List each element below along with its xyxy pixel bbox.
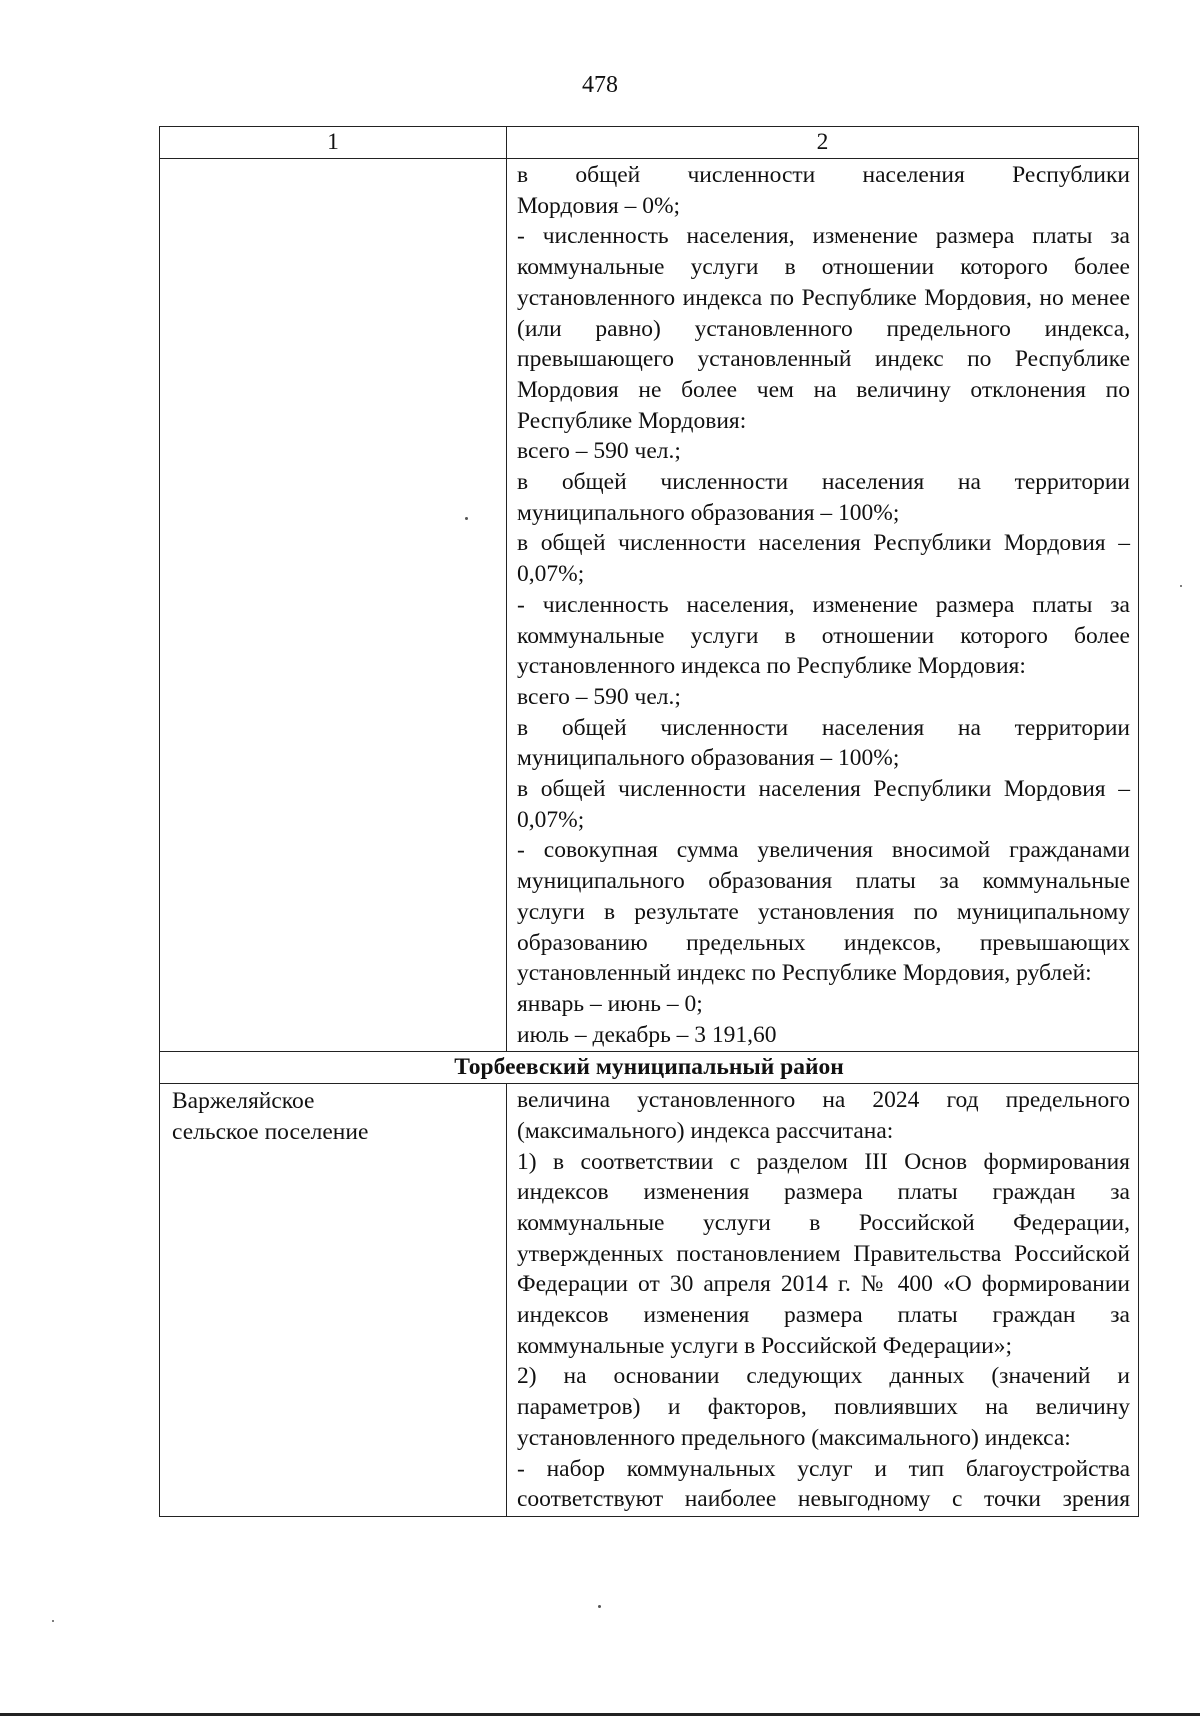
scan-speck (1180, 585, 1182, 587)
row1-col1 (160, 159, 507, 1052)
scan-speck (465, 517, 468, 520)
paragraph: - совокупная сумма увеличения вносимой гражданами муниципального образования платы за коммунальные услуги в результате установления по муниципальному образованию предельных индексов, превышающих установленный индекс по Республике Мордовия, рублей: (517, 837, 1130, 987)
section-row (160, 1052, 1139, 1084)
table-row (160, 159, 1139, 1052)
page-number: 478 (582, 72, 618, 98)
scan-speck (598, 1605, 601, 1608)
paragraph: всего – 590 чел.; (517, 683, 681, 710)
settlement-name-line1: Варжеляйское (172, 1088, 315, 1115)
row2-col1 (160, 1084, 507, 1517)
table-row (160, 1084, 1139, 1517)
paragraph: - численность населения, изменение размера платы за коммунальные услуги в отношении которого более установленного индекса по Республике Мордовия, но менее (или равно) установленного предельного индекса, превышающего установленный индекс по Республике Мордовия не более чем на величину отклонения по Республике Мордовия: (517, 223, 1130, 434)
header-col2: 2 (507, 127, 1139, 159)
paragraph: июль – декабрь – 3 191,60 (517, 1021, 777, 1048)
paragraph: в общей численности населения Республики (517, 162, 1130, 188)
section-title: Торбеевский муниципальный район (160, 1052, 1139, 1084)
paragraph: в общей численности населения на территории муниципального образования – 100%; (517, 714, 1130, 772)
paragraph: - набор коммунальных услуг и тип благоустройства соответствуют наиболее невыгодному с точки зрения (517, 1455, 1130, 1513)
paragraph: Мордовия – 0%; (517, 192, 681, 219)
settlement-name-line2: сельское поселение (172, 1118, 369, 1145)
row1-col2 (507, 159, 1139, 1052)
paragraph: 2) на основании следующих данных (значений и параметров) и факторов, повлиявших на величину установленного предельного (максимального) индекса: (517, 1363, 1130, 1451)
paragraph: 1) в соответствии с разделом III Основ формирования индексов изменения размера платы граждан за коммунальные услуги в Российской Федерации, утвержденных постановлением Правительства Российской Федерации от 30 апреля 2014 г. № 400 «О формировании индексов изменения размера платы граждан за коммунальные услуги в Российской Федерации»; (517, 1148, 1130, 1359)
document-table (159, 126, 1139, 1517)
paragraph: январь – июнь – 0; (517, 990, 703, 1017)
paragraph: всего – 590 чел.; (517, 438, 681, 465)
row2-col2 (507, 1084, 1139, 1517)
scan-speck (52, 1620, 54, 1622)
paragraph: - численность населения, изменение размера платы за коммунальные услуги в отношении которого более установленного индекса по Республике Мордовия: (517, 591, 1130, 680)
paragraph: в общей численности населения Республики Мордовия – 0,07%; (517, 530, 1130, 588)
table-header-row (160, 127, 1139, 159)
paragraph: величина установленного на 2024 год предельного (максимального) индекса рассчитана: (517, 1087, 1130, 1144)
paragraph: в общей численности населения на территории муниципального образования – 100%; (517, 469, 1130, 526)
header-col1: 1 (160, 127, 507, 159)
paragraph: в общей численности населения Республики Мордовия – 0,07%; (517, 776, 1130, 833)
